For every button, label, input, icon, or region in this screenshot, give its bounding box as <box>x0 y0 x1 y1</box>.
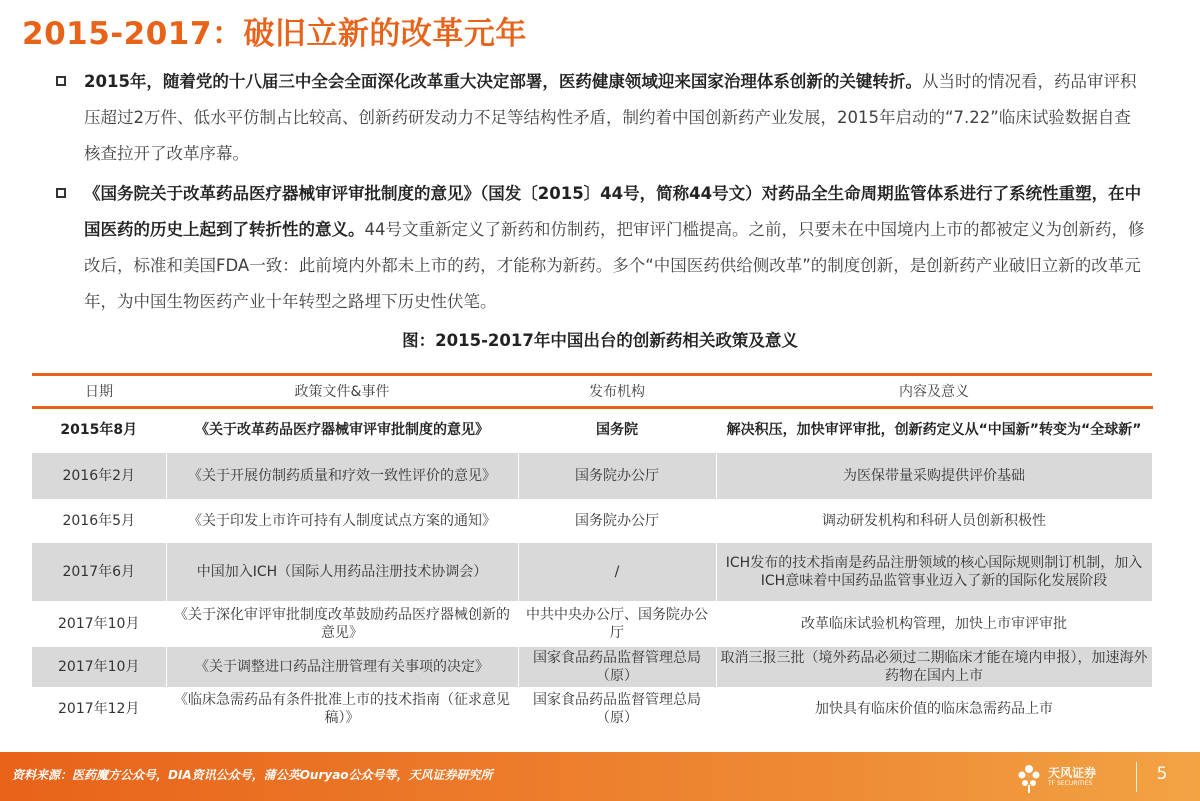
cell-date: 2016年2月 <box>32 452 166 500</box>
cell-significance: 为医保带量采购提供评价基础 <box>716 452 1152 500</box>
company-logo <box>1014 761 1114 793</box>
bullet-1-bold: 2015年，随着党的十八届三中全会全面深化改革重大决定部署，医药健康领域迎来国家治理体系创新的关键转折。 <box>84 72 922 91</box>
header-significance: 内容及意义 <box>899 384 969 400</box>
footer-bar <box>0 752 1200 801</box>
cell-policy: 《关于深化审评审批制度改革鼓励药品医疗器械创新的意见》 <box>166 602 518 646</box>
flower-icon <box>1014 761 1044 793</box>
cell-date: 2015年8月 <box>32 408 166 453</box>
cell-issuer: 国务院办公厅 <box>518 452 716 500</box>
figure-caption: 图：2015-2017年中国出台的创新药相关政策及意义 <box>402 331 798 350</box>
cell-issuer: 国家食品药品监督管理总局（原） <box>518 688 716 730</box>
cell-date: 2017年10月 <box>32 602 166 646</box>
logo-subtitle: TF SECURITIES <box>1048 780 1093 787</box>
cell-significance: 取消三报三批（境外药品必须过二期临床才能在境内申报），加速海外药物在国内上市 <box>716 646 1152 688</box>
table-row <box>32 602 1152 646</box>
page-title: 2015-2017：破旧立新的改革元年 <box>22 16 527 52</box>
header-issuer: 发布机构 <box>589 384 645 400</box>
cell-date: 2017年12月 <box>32 688 166 730</box>
cell-date: 2017年6月 <box>32 542 166 602</box>
cell-significance: 解决积压，加快审评审批，创新药定义从“中国新”转变为“全球新” <box>716 408 1152 453</box>
square-bullet-icon <box>56 188 66 198</box>
cell-policy: 《关于开展仿制药质量和疗效一致性评价的意见》 <box>166 452 518 500</box>
table-row <box>32 452 1152 500</box>
table-row <box>32 500 1152 542</box>
cell-issuer: 国务院 <box>518 408 716 453</box>
table-row <box>32 408 1152 453</box>
footer-divider <box>1136 762 1137 792</box>
cell-significance: ICH发布的技术指南是药品注册领域的核心国际规则制订机制，加入ICH意味着中国药品监管事业迈入了新的国际化发展阶段 <box>716 542 1152 602</box>
policy-table <box>32 373 1153 731</box>
header-date: 日期 <box>85 384 113 400</box>
square-bullet-icon <box>56 76 66 86</box>
cell-policy: 《关于印发上市许可持有人制度试点方案的通知》 <box>166 500 518 542</box>
cell-issuer: 国务院办公厅 <box>518 500 716 542</box>
cell-date: 2017年10月 <box>32 646 166 688</box>
table-row <box>32 688 1152 730</box>
cell-significance: 加快具有临床价值的临床急需药品上市 <box>716 688 1152 730</box>
cell-significance: 调动研发机构和科研人员创新积极性 <box>716 500 1152 542</box>
cell-date: 2016年5月 <box>32 500 166 542</box>
cell-issuer: 国家食品药品监督管理总局（原） <box>518 646 716 688</box>
bullet-2-normal: 44号文重新定义了新药和仿制药，把审评门槛提高。之前，只要未在中国境内上市的都被定义为创新药，修改后，标准和美国FDA一致：此前境内外都未上市的药，才能称为新药。多个“中国医药供给侧改革”的制度创新，是创新药产业破旧立新的改革元年，为中国生物医药产业十年转型之路埋下历史性伏笔。 <box>84 220 1145 311</box>
cell-issuer: 中共中央办公厅、国务院办公厅 <box>518 602 716 646</box>
table-row <box>32 542 1152 602</box>
bullet-paragraph-2 <box>56 176 1146 320</box>
logo-name: 天风证券 <box>1048 766 1097 780</box>
header-policy: 政策文件&事件 <box>294 384 390 400</box>
cell-policy: 中国加入ICH（国际人用药品注册技术协调会） <box>166 542 518 602</box>
cell-issuer: / <box>518 542 716 602</box>
cell-policy: 《关于调整进口药品注册管理有关事项的决定》 <box>166 646 518 688</box>
table-row <box>32 646 1152 688</box>
source-note: 资料来源：医药魔方公众号，DIA资讯公众号，蒲公英Ouryao公众号等，天风证券研究所 <box>12 768 493 782</box>
cell-significance: 改革临床试验机构管理，加快上市审评审批 <box>716 602 1152 646</box>
bullet-2-bold: 《国务院关于改革药品医疗器械审评审批制度的意见》（国发〔2015〕44号，简称44号文）对药品全生命周期监管体系进行了系统性重塑，在中国医药的历史上起到了转折性的意义。 <box>84 184 1142 239</box>
page-number: 5 <box>1156 764 1168 784</box>
cell-policy: 《临床急需药品有条件批准上市的技术指南（征求意见稿）》 <box>166 688 518 730</box>
cell-policy: 《关于改革药品医疗器械审评审批制度的意见》 <box>166 408 518 453</box>
table-header-row <box>32 375 1152 408</box>
bullet-paragraph-1 <box>56 64 1146 172</box>
bullet-1-normal: 从当时的情况看，药品审评积压超过2万件、低水平仿制占比较高、创新药研发动力不足等结构性矛盾，制约着中国创新药产业发展，2015年启动的“7.22”临床试验数据自查核查拉开了改革序幕。 <box>84 72 1137 163</box>
